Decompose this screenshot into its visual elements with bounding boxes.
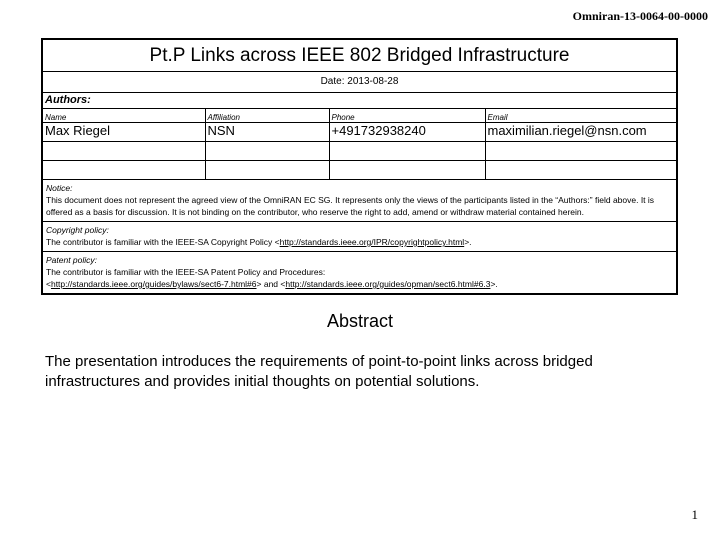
author-email xyxy=(485,161,676,180)
author-phone xyxy=(329,161,485,180)
copyright-label: Copyright policy: xyxy=(46,225,109,235)
author-row xyxy=(43,123,676,142)
author-email xyxy=(485,142,676,161)
header-name: Name xyxy=(43,109,205,123)
copyright-text xyxy=(46,236,673,248)
authors-table xyxy=(43,109,676,180)
patent-section xyxy=(43,252,676,293)
author-phone xyxy=(329,142,485,161)
authors-header-row xyxy=(43,109,676,123)
notice-section xyxy=(43,180,676,222)
notice-label: Notice: xyxy=(46,183,73,193)
author-row-empty xyxy=(43,161,676,180)
author-name xyxy=(43,142,205,161)
authors-label: Authors: xyxy=(43,93,676,109)
cover-sheet xyxy=(41,38,678,295)
patent-close-bracket: >. xyxy=(490,279,498,289)
patent-links-line xyxy=(46,278,673,290)
abstract-title: Abstract xyxy=(326,311,394,331)
author-affiliation xyxy=(205,161,329,180)
author-affiliation: NSN xyxy=(205,123,329,142)
patent-text-line1: The contributor is familiar with the IEEE-SA Patent Policy and Procedures: xyxy=(46,267,326,277)
document-id: Omniran-13-0064-00-0000 xyxy=(572,9,708,23)
patent-and-text: > and < xyxy=(256,279,286,289)
author-phone: +491732938240 xyxy=(329,123,485,142)
document-date: Date: 2013-08-28 xyxy=(43,72,676,93)
header-email: Email xyxy=(485,109,676,123)
header-phone: Phone xyxy=(329,109,485,123)
author-name xyxy=(43,161,205,180)
copyright-policy-link[interactable]: http://standards.ieee.org/IPR/copyrightpolicy.html xyxy=(279,237,465,247)
header-affiliation: Affiliation xyxy=(205,109,329,123)
author-row-empty xyxy=(43,142,676,161)
copyright-text-before: The contributor is familiar with the IEEE-SA Copyright Policy < xyxy=(46,237,280,247)
abstract-body: The presentation introduces the requirements of point-to-point links across bridged infrastructures and provides initial thoughts on potential solutions. xyxy=(45,353,593,390)
document-title: Pt.P Links across IEEE 802 Bridged Infrastructure xyxy=(43,40,676,72)
patent-bylaws-link[interactable]: http://standards.ieee.org/guides/bylaws/sect6-7.html#6 xyxy=(50,279,257,289)
author-email: maximilian.riegel@nsn.com xyxy=(485,123,676,142)
author-affiliation xyxy=(205,142,329,161)
author-name: Max Riegel xyxy=(43,123,205,142)
page-number: 1 xyxy=(691,507,698,522)
patent-opman-link[interactable]: http://standards.ieee.org/guides/opman/sect6.html#6.3 xyxy=(285,279,491,289)
notice-text: This document does not represent the agreed view of the OmniRAN EC SG. It represents only the views of the participants listed in the “Authors:” field above. It is offered as a basis for discussion. It is not binding on the contributor, who reserve the right to add, amend or withdraw material contained herein. xyxy=(46,195,655,217)
patent-open-bracket: < xyxy=(46,279,51,289)
copyright-section xyxy=(43,222,676,252)
copyright-text-after: >. xyxy=(464,237,472,247)
patent-label: Patent policy: xyxy=(46,255,98,265)
